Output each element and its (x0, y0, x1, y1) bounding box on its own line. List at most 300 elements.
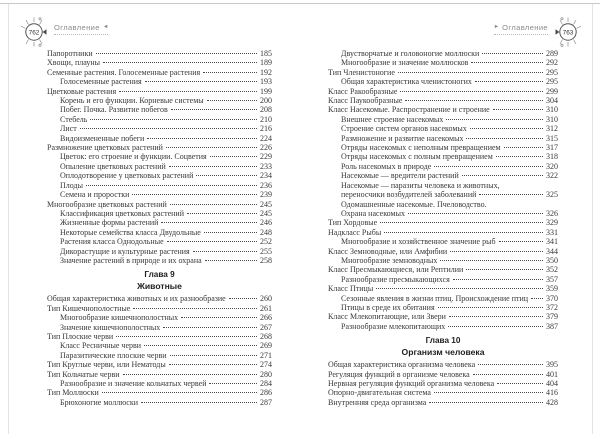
toc-entry-title: Значение растений в природе и их охрана (60, 255, 202, 265)
dot-leader (438, 307, 543, 308)
toc-entry (47, 162, 272, 171)
toc-entry-row (47, 304, 272, 313)
toc-entry-page: 350 (546, 255, 558, 265)
dot-leader (145, 81, 257, 82)
toc-list-left (47, 49, 272, 407)
toc-entry-page: 280 (260, 369, 272, 379)
toc-entry-row (60, 379, 272, 388)
toc-entry-page: 352 (546, 265, 558, 275)
dot-leader (473, 374, 543, 375)
arrow-right-icon: ► (493, 23, 500, 30)
dot-leader (405, 100, 543, 101)
toc-entry-title: Растения класса Однодольные (60, 237, 164, 247)
toc-entry-page: 260 (260, 294, 272, 304)
dot-leader (103, 62, 257, 63)
toc-entry-title: Брюхоногие моллюски (60, 397, 138, 407)
toc-entry-title: Опорно-двигательная система (328, 388, 431, 398)
toc-entry-page: 216 (260, 124, 272, 134)
dot-leader (482, 53, 543, 54)
toc-entry (47, 360, 272, 369)
toc-entry-row (328, 247, 558, 256)
toc-entry-row (328, 68, 558, 77)
toc-entry-row (341, 256, 558, 265)
toc-entry (328, 115, 558, 124)
dot-leader (166, 147, 257, 148)
toc-entry (47, 77, 272, 86)
dot-leader (504, 147, 543, 148)
dot-leader (446, 119, 543, 120)
toc-entry-page: 326 (546, 208, 558, 218)
page-number: 763 (562, 29, 574, 37)
toc-entry-title: Папоротники (47, 49, 93, 58)
toc-entry (328, 398, 558, 407)
dot-leader (450, 251, 543, 252)
toc-entry-title: Цветковые растения (47, 86, 117, 96)
toc-entry-page: 329 (546, 218, 558, 228)
toc-entry-row (47, 58, 272, 67)
dot-leader (161, 222, 257, 223)
toc-entry-title: Корень и его функции. Корневые системы (60, 96, 204, 106)
dot-leader (169, 166, 257, 167)
toc-entry-title: Многообразие и хозяйственное значение рыб (341, 237, 496, 247)
toc-entry (328, 303, 558, 312)
toc-entry-row (60, 398, 272, 407)
dot-leader (376, 288, 543, 289)
toc-entry-title: Тип Кольчатые черви (47, 369, 120, 379)
toc-entry-row (328, 360, 558, 369)
toc-entry-title: Класс Птицы (328, 284, 374, 294)
dot-leader (170, 204, 257, 205)
toc-entry-page: 331 (546, 227, 558, 237)
toc-entry-title: Опыление цветковых растений (60, 161, 166, 171)
toc-entry-title: Жизненные формы растений (60, 218, 159, 228)
toc-entry-page: 304 (546, 96, 558, 106)
toc-entry (328, 256, 558, 265)
toc-entry-row (47, 200, 272, 209)
toc-entry-page: 359 (546, 284, 558, 294)
toc-entry-page: 226 (260, 143, 272, 153)
toc-entry-page: 292 (546, 58, 558, 68)
toc-entry-title: Лист (60, 124, 77, 134)
toc-entry (47, 96, 272, 105)
toc-entry-page: 234 (260, 171, 272, 181)
toc-entry (328, 228, 558, 237)
dot-leader (123, 374, 257, 375)
toc-entry (47, 58, 272, 67)
toc-entry (328, 134, 558, 143)
toc-entry-row (328, 87, 558, 96)
toc-entry-page: 395 (546, 360, 558, 370)
toc-entry-page: 255 (260, 246, 272, 256)
toc-entry-row (328, 370, 558, 379)
dot-leader (163, 327, 257, 328)
toc-entry-row (341, 115, 558, 124)
chapter-heading (47, 270, 272, 291)
toc-entry-page: 372 (546, 302, 558, 312)
toc-list-right (328, 49, 558, 407)
toc-entry (47, 370, 272, 379)
toc-entry-line1: Насекомые — паразиты человека и животных, (341, 180, 500, 190)
toc-entry (47, 209, 272, 218)
toc-entry (328, 360, 558, 369)
toc-entry-row (341, 190, 558, 199)
dot-leader (496, 156, 543, 157)
toc-entry-row (60, 323, 272, 332)
toc-entry-title: Охрана насекомых (341, 208, 405, 218)
toc-entry-page: 245 (260, 208, 272, 218)
toc-entry-row (328, 312, 558, 321)
toc-entry-row (47, 370, 272, 379)
dot-leader (171, 109, 257, 110)
dot-leader (229, 298, 257, 299)
dot-leader (80, 128, 257, 129)
toc-entry (47, 228, 272, 237)
toc-entry-title: Многообразие и значение моллюсков (341, 58, 469, 68)
toc-entry (47, 341, 272, 350)
toc-entry-row (60, 181, 272, 190)
toc-entry (47, 200, 272, 209)
toc-entry-title: Класс Паукообразные (328, 96, 403, 106)
toc-entry-page: 236 (260, 180, 272, 190)
toc-entry (328, 284, 558, 293)
toc-entry-row (47, 49, 272, 58)
toc-entry (47, 181, 272, 190)
toc-entry-page: 317 (546, 143, 558, 153)
chapter-title: Животные (137, 280, 182, 291)
toc-entry-row (341, 322, 558, 331)
toc-entry-page: 289 (546, 49, 558, 58)
toc-entry (47, 152, 272, 161)
dot-leader (207, 100, 257, 101)
toc-entry (328, 58, 558, 67)
toc-entry (328, 312, 558, 321)
toc-entry-row (47, 388, 272, 397)
dot-leader (434, 166, 543, 167)
dot-leader (187, 213, 257, 214)
toc-entry-page: 318 (546, 152, 558, 162)
toc-entry-page: 387 (546, 321, 558, 331)
dot-leader (209, 383, 257, 384)
toc-entry (328, 181, 558, 200)
toc-entry-line1: Одомашненные насекомые. Пчеловодство. (341, 199, 487, 209)
toc-entry-page: 258 (260, 255, 272, 265)
dot-leader (167, 241, 257, 242)
toc-entry (47, 218, 272, 227)
toc-entry (328, 49, 558, 58)
toc-entry-page: 229 (260, 152, 272, 162)
chapter-title: Организм человека (401, 346, 485, 357)
toc-entry (328, 200, 558, 219)
toc-entry (47, 237, 272, 246)
toc-entry (328, 388, 558, 397)
toc-entry-row (341, 237, 558, 246)
toc-entry (47, 294, 272, 303)
toc-entry-page: 252 (260, 237, 272, 247)
toc-entry-title: Тип Хордовые (328, 218, 378, 228)
dot-leader (90, 119, 257, 120)
toc-entry (47, 124, 272, 133)
toc-entry-row (341, 171, 558, 180)
toc-entry-title: Тип Круглые черви, или Нематоды (47, 360, 166, 370)
toc-entry-title: Семена и проростки (60, 190, 130, 200)
dot-leader (470, 128, 543, 129)
toc-entry (47, 332, 272, 341)
toc-entry (47, 49, 272, 58)
toc-entry-title: Внутренняя среда организма (328, 397, 427, 407)
toc-entry-row (328, 398, 558, 407)
toc-entry-page: 274 (260, 360, 272, 370)
toc-entry-row (60, 313, 272, 322)
toc-entry-row (60, 96, 272, 105)
toc-entry-row (60, 351, 272, 360)
dot-leader (203, 72, 257, 73)
toc-entry-row (60, 341, 272, 350)
toc-entry (328, 275, 558, 284)
toc-entry-title: Значение кишечнополостных (60, 322, 161, 332)
chapter-number: Глава 9 (144, 270, 175, 280)
toc-entry-row (341, 58, 558, 67)
toc-entry-title: Тип Моллюски (47, 388, 99, 398)
toc-entry-row (341, 275, 558, 284)
toc-entry-row (341, 209, 558, 218)
page-number-badge (18, 16, 50, 48)
toc-entry-title: Разнообразие и значение кольчатых червей (60, 379, 207, 388)
toc-entry-page: 295 (546, 67, 558, 77)
toc-entry-page: 287 (260, 397, 272, 407)
page-header-left (18, 16, 108, 48)
toc-entry-page: 193 (260, 77, 272, 87)
toc-entry-title: Разнообразие млекопитающих (341, 321, 446, 331)
toc-entry-row (328, 228, 558, 237)
toc-entry-page: 261 (260, 303, 272, 313)
toc-entry-row (341, 303, 558, 312)
badge-pointer-icon (556, 29, 560, 35)
dot-leader (453, 279, 543, 280)
dot-leader (196, 175, 257, 176)
toc-entry-row (341, 143, 558, 152)
dot-leader (205, 260, 257, 261)
dot-leader (380, 222, 543, 223)
toc-entry (328, 265, 558, 274)
toc-entry-title: Двустворчатые и головоногие моллюски (341, 49, 480, 58)
toc-entry-page: 416 (546, 388, 558, 398)
toc-entry-page: 271 (260, 350, 272, 360)
toc-entry-title: Тип Плоские черви (47, 331, 114, 341)
arrow-left-icon: ◄ (102, 23, 109, 30)
toc-entry-row (341, 134, 558, 143)
toc-entry-page: 315 (546, 133, 558, 143)
dot-leader (141, 402, 257, 403)
toc-entry (328, 152, 558, 161)
dot-leader (449, 316, 543, 317)
chapter-heading (328, 336, 558, 357)
toc-entry-row (60, 190, 272, 199)
toc-entry-page: 246 (260, 218, 272, 228)
toc-entry-title: Строение систем органов насекомых (341, 124, 467, 134)
toc-entry-page: 189 (260, 58, 272, 68)
toc-entry-title: Побег. Почка. Развитие побегов (60, 105, 168, 115)
dot-leader (193, 251, 257, 252)
toc-entry-title: Тип Членистоногие (328, 67, 395, 77)
toc-entry-page: 401 (546, 369, 558, 379)
toc-entry (47, 256, 272, 265)
dot-leader (86, 185, 257, 186)
toc-entry-row (341, 294, 558, 303)
toc-entry-page: 370 (546, 293, 558, 303)
dot-leader (119, 91, 257, 92)
toc-entry-page: 233 (260, 161, 272, 171)
dot-leader (204, 232, 257, 233)
dot-leader (144, 345, 257, 346)
toc-entry (328, 124, 558, 133)
running-header-label: Оглавление (54, 23, 100, 32)
toc-entry (328, 379, 558, 388)
toc-entry-page: 325 (546, 190, 558, 200)
toc-entry-row (60, 152, 272, 161)
dot-leader (96, 53, 257, 54)
badge-pointer-icon (43, 29, 47, 35)
dot-leader (531, 298, 543, 299)
toc-entry-page: 428 (546, 397, 558, 407)
toc-entry-title: Роль насекомых в природе (341, 161, 432, 171)
dot-leader (181, 317, 257, 318)
toc-entry-title: Размножение цветковых растений (47, 143, 163, 153)
running-header-right (494, 23, 548, 35)
toc-entry-title: Отряды насекомых с полным превращением (341, 152, 493, 162)
toc-entry (47, 134, 272, 143)
toc-entry (47, 68, 272, 77)
toc-entry-title: Общая характеристика организма человека (328, 360, 476, 370)
toc-entry-row (341, 124, 558, 133)
toc-entry-title: Класс Млекопитающие, или Звери (328, 312, 446, 322)
dot-leader (210, 156, 257, 157)
dot-leader (479, 194, 543, 195)
dot-leader (384, 232, 543, 233)
toc-entry-title: Классификация цветковых растений (60, 208, 184, 218)
toc-entry (328, 162, 558, 171)
toc-entry-page: 266 (260, 313, 272, 323)
toc-entry-title: Сезонные явления в жизни птиц. Происхождение птиц (341, 293, 529, 303)
toc-entry-row (341, 49, 558, 58)
toc-entry-title: Нервная регуляция функций организма человека (328, 379, 495, 388)
toc-entry-row (60, 171, 272, 180)
toc-entry-page: 192 (260, 67, 272, 77)
toc-entry (328, 294, 558, 303)
toc-entry-row (60, 77, 272, 86)
toc-entry-row (341, 152, 558, 161)
dot-leader (493, 109, 543, 110)
toc-entry-row (328, 96, 558, 105)
toc-entry-row (328, 388, 558, 397)
toc-entry-page: 295 (546, 77, 558, 87)
toc-entry-title: Многообразие кишечнополостных (60, 313, 179, 323)
toc-entry-row (60, 237, 272, 246)
toc-entry-page: 269 (260, 341, 272, 351)
dot-leader (434, 392, 543, 393)
dot-leader (466, 269, 543, 270)
toc-entry-title: Тип Кишечнополостные (47, 303, 131, 313)
toc-entry-title: Разнообразие пресмыкающихся (341, 274, 450, 284)
toc-entry-page: 239 (260, 190, 272, 200)
toc-entry-row (60, 218, 272, 227)
toc-entry-page: 267 (260, 322, 272, 332)
dot-leader (471, 62, 543, 63)
toc-entry (47, 171, 272, 180)
toc-entry-row (60, 105, 272, 114)
dot-leader (478, 364, 543, 365)
dot-leader (475, 81, 543, 82)
toc-entry-title: Плоды (60, 180, 83, 190)
toc-entry-title: Птицы в среде их обитания (341, 302, 435, 312)
toc-entry-row (60, 124, 272, 133)
toc-entry (47, 388, 272, 397)
dot-leader (408, 213, 543, 214)
dot-leader (132, 194, 257, 195)
dot-leader (398, 72, 543, 73)
toc-entry-page: 200 (260, 96, 272, 106)
toc-entry-page: 379 (546, 312, 558, 322)
toc-entry-page: 312 (546, 124, 558, 134)
toc-entry-page: 199 (260, 86, 272, 96)
toc-entry-title: Многообразие земноводных (341, 255, 438, 265)
toc-entry-row (47, 143, 272, 152)
toc-entry-row (341, 77, 558, 86)
dot-leader (400, 91, 543, 92)
toc-entry (47, 115, 272, 124)
toc-entry-title: Оплодотворение у цветковых растений (60, 171, 194, 181)
toc-entry-title: Семенные растения. Голосеменные растения (47, 67, 201, 77)
toc-entry-row (60, 209, 272, 218)
toc-entry (328, 237, 558, 246)
toc-entry (47, 323, 272, 332)
dot-leader (440, 260, 543, 261)
toc-entry-title: Класс Пресмыкающиеся, или Рептилии (328, 265, 464, 275)
dot-leader (133, 308, 257, 309)
running-header-label: Оглавление (502, 23, 548, 32)
toc-entry-row (60, 134, 272, 143)
toc-entry (328, 143, 558, 152)
toc-entry-title: Класс Ресничные черви (60, 341, 142, 351)
toc-entry (47, 313, 272, 322)
toc-entry (328, 96, 558, 105)
toc-entry-page: 320 (546, 161, 558, 171)
toc-entry-page: 208 (260, 105, 272, 115)
dot-leader (429, 402, 543, 403)
toc-entry-row (60, 162, 272, 171)
page-number-badge (552, 16, 584, 48)
toc-entry-title: Цветок: его строение и функции. Соцветия (60, 152, 207, 162)
toc-entry-page: 341 (546, 237, 558, 247)
toc-entry-page: 286 (260, 388, 272, 398)
dot-leader (462, 175, 543, 176)
toc-entry-title: Дикорастущие и культурные растения (60, 246, 190, 256)
dot-leader (102, 392, 257, 393)
toc-entry-row (60, 228, 272, 237)
toc-entry-page: 224 (260, 133, 272, 143)
toc-entry (328, 247, 558, 256)
toc-entry-page: 404 (546, 379, 558, 388)
toc-entry (328, 105, 558, 114)
toc-entry-row (60, 247, 272, 256)
toc-entry (328, 68, 558, 77)
toc-entry-title: Общая характеристика животных и их разнообразие (47, 294, 226, 304)
toc-entry-row (328, 379, 558, 388)
toc-entry-row (328, 284, 558, 293)
toc-entry (328, 77, 558, 86)
toc-entry-title: Надкласс Рыбы (328, 227, 382, 237)
toc-entry (47, 87, 272, 96)
toc-entry-title: Видоизмененные побеги (60, 133, 145, 143)
